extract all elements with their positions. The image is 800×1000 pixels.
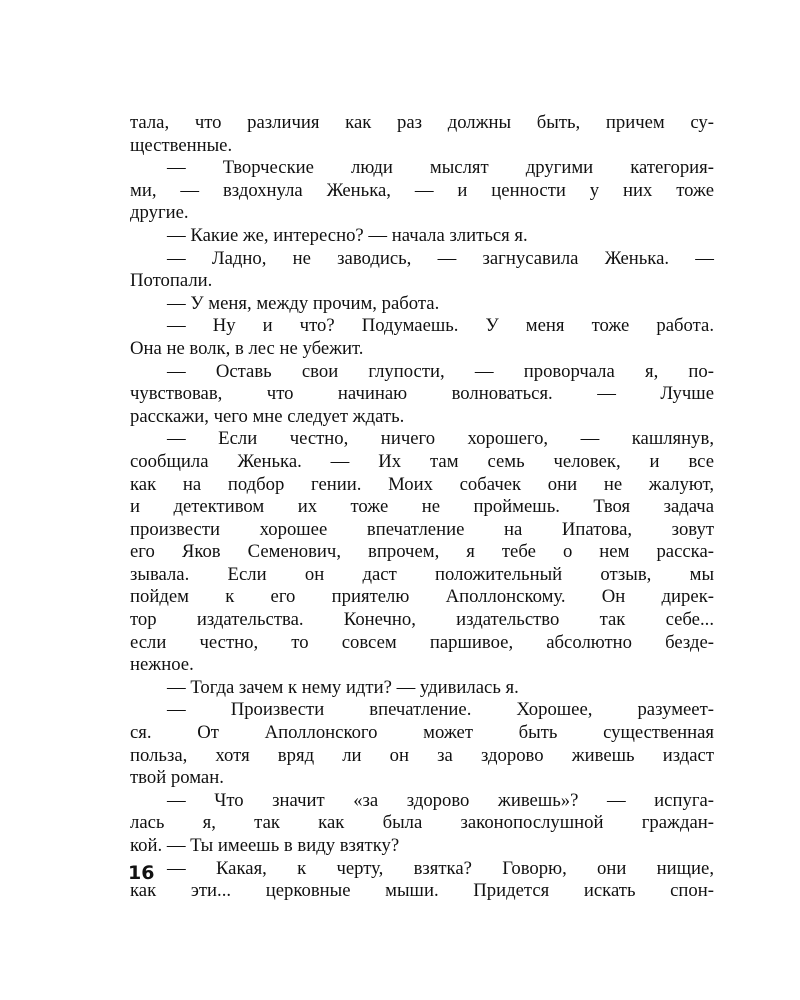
text-line: кой. — Ты имеешь в виду взятку?: [130, 835, 400, 856]
text-line: — Что значит «за здорово живешь»? — испуга-: [167, 789, 714, 811]
text-line: ми, — вздохнула Женька, — и ценности у них тоже: [130, 179, 714, 201]
text-line: — Если честно, ничего хорошего, — кашлянув,: [167, 428, 714, 450]
text-line: польза, хотя вряд ли он за здорово живешь издаст: [130, 744, 714, 766]
text-line: — Оставь свои глупости, — проворчала я, по-: [167, 360, 714, 382]
text-line: — Тогда зачем к нему идти? — удивилась я.: [167, 676, 519, 698]
text-line: если честно, то совсем паршивое, абсолютно безде-: [130, 631, 714, 653]
text-line: нежное.: [130, 654, 194, 676]
text-line: тала, что различия как раз должны быть, причем су-: [130, 112, 714, 133]
text-line: — Какие же, интересно? — начала злиться я.: [167, 224, 528, 246]
text-line: лась я, так как была законопослушной граждан-: [130, 812, 714, 834]
text-line: — У меня, между прочим, работа.: [167, 292, 440, 314]
text-line: — Ладно, не заводись, — загнусавила Женька. —: [167, 247, 714, 269]
text-line: другие.: [130, 202, 189, 224]
text-line: как на подбор гении. Моих собачек они не жалуют,: [130, 473, 714, 495]
text-line: его Яков Семенович, впрочем, я тебе о нем расска-: [130, 541, 714, 563]
text-line: и детективом их тоже не проймешь. Твоя задача: [130, 496, 714, 518]
text-line: чувствовав, что начинаю волноваться. — Лучше: [130, 383, 714, 405]
text-line: Потопали.: [130, 270, 213, 292]
text-line: — Произвести впечатление. Хорошее, разумеет-: [167, 699, 714, 721]
text-line: тор издательства. Конечно, издательство так себе...: [130, 609, 714, 631]
text-line: ся. От Аполлонского может быть существенная: [130, 722, 714, 744]
text-line: сообщила Женька. — Их там семь человек, и все: [130, 450, 714, 472]
text-line: расскажи, чего мне следует ждать.: [130, 405, 405, 427]
text-line: произвести хорошее впечатление на Ипатова, зовут: [130, 518, 714, 540]
text-line: — Творческие люди мыслят другими категория-: [167, 157, 714, 179]
body-text: [130, 112, 714, 903]
text-line: Она не волк, в лес не убежит.: [130, 337, 364, 359]
text-line: пойдем к его приятелю Аполлонскому. Он дирек-: [130, 586, 714, 608]
text-line: зывала. Если он даст положительный отзыв, мы: [130, 563, 714, 585]
text-line: щественные.: [130, 134, 233, 156]
page-number: 16: [128, 862, 155, 884]
text-line: — Какая, к черту, взятка? Говорю, они нищие,: [167, 857, 714, 879]
text-line: — Ну и что? Подумаешь. У меня тоже работа.: [167, 315, 714, 337]
text-line: твой роман.: [130, 767, 224, 789]
text-line: как эти... церковные мыши. Придется искать спон-: [130, 880, 714, 902]
